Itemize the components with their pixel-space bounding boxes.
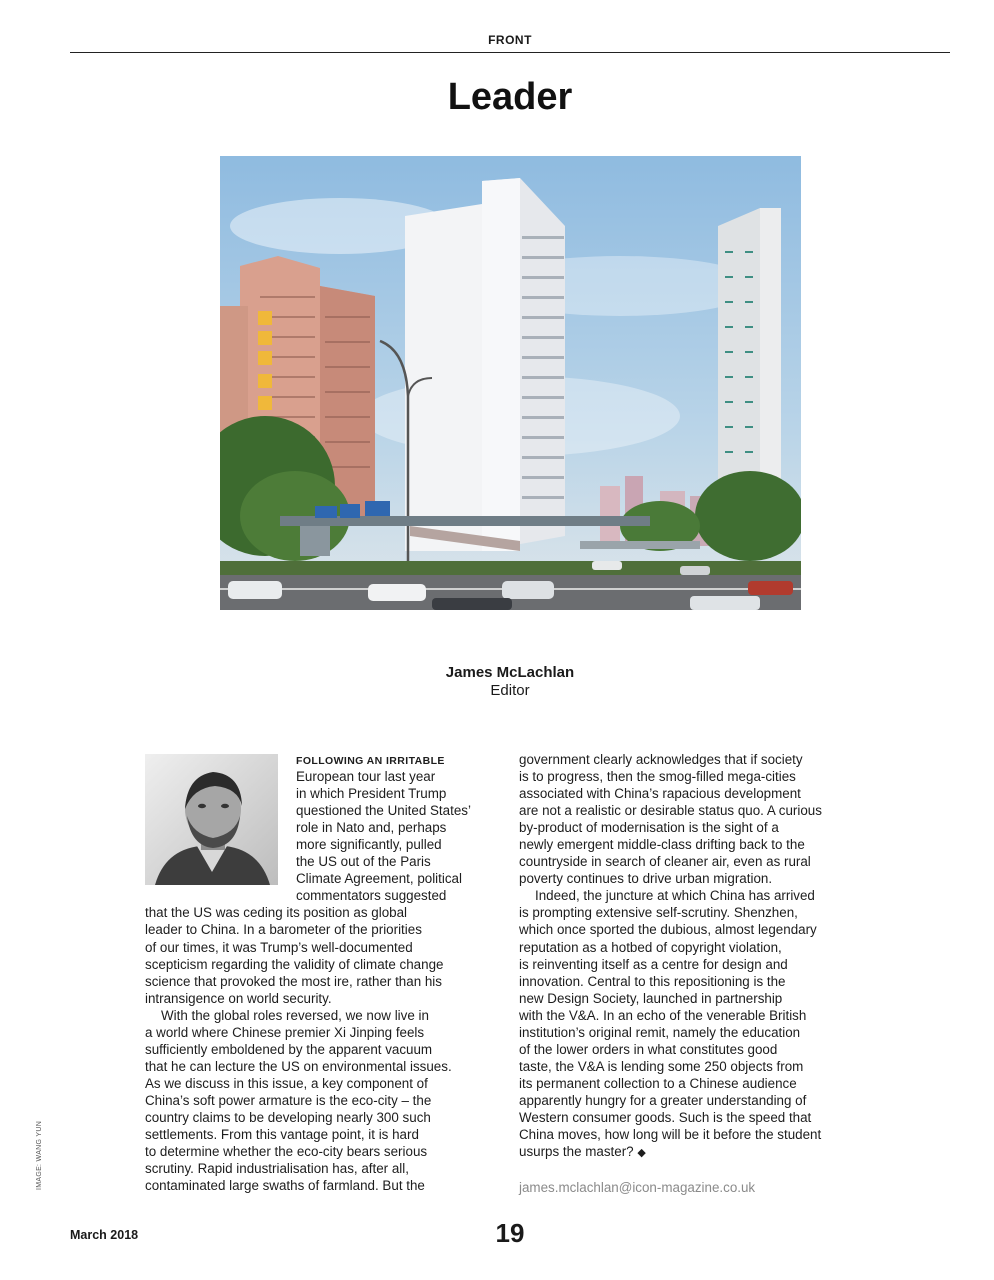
body-line: taste, the V&A is lending some 250 objects from [519,1058,804,1074]
body-line: government clearly acknowledges that if society [519,752,803,767]
body-line: questioned the United States’ [296,803,471,819]
body-line: of the lower orders in what constitutes good [519,1041,778,1057]
body-line: settlements. From this vantage point, it is hard [145,1127,419,1143]
body-line: China’s soft power armature is the eco-city – the [145,1092,432,1108]
body-line: the US out of the Paris [296,854,431,870]
end-mark-icon: ◆ [637,1147,646,1160]
body-line: with the V&A. In an echo of the venerable British [519,1007,807,1023]
body-line: that he can lecture the US on environmental issues. [145,1058,452,1074]
body-line: is reinventing itself as a centre for design and [519,956,788,972]
body-line: newly emergent middle-class drifting back to the [519,837,805,853]
body-line: With the global roles reversed, we now live in [161,1007,429,1023]
body-line: leader to China. In a barometer of the priorities [145,922,422,938]
body-line: more significantly, pulled [296,837,442,853]
page-title: Leader [447,76,573,118]
body-line: Indeed, the juncture at which China has arrived [535,888,815,904]
body-line: by-product of modernisation is the sight of a [519,820,779,836]
body-line: in which President Trump [296,786,447,802]
lead-in [145,751,505,768]
body-line: scrutiny. Rapid industrialisation has, after all, [145,1161,409,1177]
author-block [0,664,994,700]
author-role: Editor [490,682,530,699]
body-line: science that provoked the most ire, rather than his [145,973,442,989]
body-line: scepticism regarding the validity of climate change [145,956,444,972]
body-line: commentators suggested [296,888,447,904]
body-line: poverty continues to drive urban migration. [519,871,773,887]
body-line: new Design Society, launched in partnership [519,990,783,1006]
body-line: China moves, how long will be it before the student [519,1127,822,1143]
body-line: its permanent collection to a Chinese audience [519,1075,797,1091]
issue-date: March 2018 [70,1228,139,1242]
body-line: countryside in search of cleaner air, even as rural [519,854,811,870]
contact-email[interactable]: james.mclachlan@icon-magazine.co.uk [519,1180,756,1195]
body-line: are not a realistic or desirable status quo. A curious [519,803,822,819]
body-line: is prompting extensive self-scrutiny. Shenzhen, [519,905,798,921]
header-rule [70,52,950,53]
body-line: Climate Agreement, political [296,871,462,887]
body-line: sufficiently emboldened by the apparent vacuum [145,1041,433,1057]
hero-image [220,156,801,610]
body-line: to determine whether the eco-city bears serious [145,1144,428,1160]
hero-photo [220,156,801,610]
body-line: role in Nato and, perhaps [296,820,447,836]
article-column-2 [519,751,879,1160]
body-line: is to progress, then the smog-filled mega-cities [519,769,796,785]
body-line: intransigence on world security. [145,990,332,1006]
body-line: As we discuss in this issue, a key component of [145,1075,428,1091]
body-line-last [519,1143,879,1160]
body-line: contaminated large swaths of farmland. But the [145,1178,425,1194]
body-line: that the US was ceding its position as global [145,905,408,921]
body-line: institution’s original remit, namely the education [519,1024,801,1040]
article-column-1 [145,751,505,1194]
image-credit: IMAGE: WANG YUN [36,1120,43,1190]
body-line: reputation as a hotbed of copyright violation, [519,939,782,955]
body-line: country claims to be developing nearly 300 such [145,1109,431,1125]
body-line: apparently hungry for a greater understanding of [519,1092,807,1108]
author-name: James McLachlan [445,664,575,681]
body-line: Western consumer goods. Such is the speed that [519,1109,812,1125]
body-line: European tour last year [296,769,436,785]
body-line: innovation. Central to this repositioning is the [519,973,786,989]
body-line: usurps the master? [519,1144,634,1160]
body-line: a world where Chinese premier Xi Jinping feels [145,1024,425,1040]
body-line: associated with China’s rapacious development [519,786,801,802]
section-label: FRONT [488,33,532,47]
body-line: which once sported the dubious, almost legendary [519,922,817,938]
body-line: of our times, it was Trump’s well-documented [145,939,413,955]
lead-in-text: FOLLOWING AN IRRITABLE [296,755,445,767]
page-number: 19 [495,1218,525,1248]
